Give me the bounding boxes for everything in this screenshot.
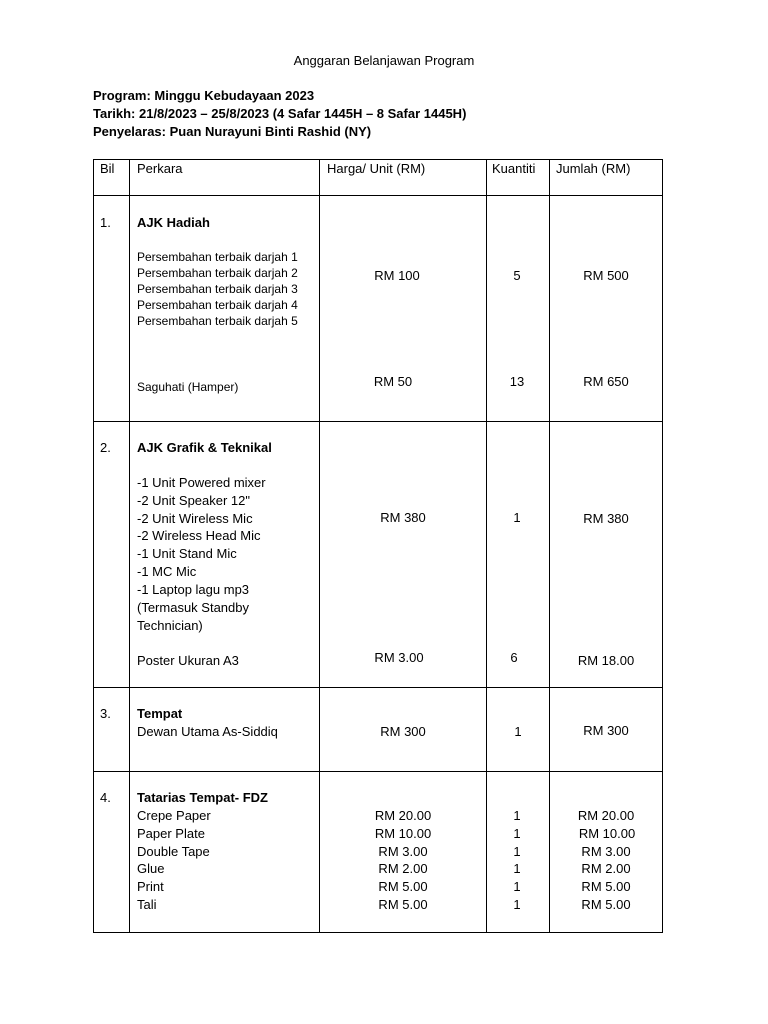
header-harga: Harga/ Unit (RM) (327, 161, 426, 176)
list-item: Persembahan terbaik darjah 2 (137, 266, 298, 280)
coordinator-line: Penyelaras: Puan Nurayuni Binti Rashid (NY) (93, 124, 372, 139)
column-divider (93, 159, 94, 933)
total: RM 380 (583, 511, 629, 526)
total: RM 300 (583, 723, 629, 738)
list-item: Technician) (137, 618, 203, 633)
total: RM 10.00 (578, 826, 636, 841)
bil-4: 4. (100, 790, 111, 805)
section-heading: AJK Hadiah (137, 215, 210, 230)
quantity: 1 (513, 510, 521, 525)
header-perkara: Perkara (137, 161, 183, 176)
list-item: (Termasuk Standby (137, 600, 249, 615)
price: RM 2.00 (378, 861, 428, 876)
list-item: Poster Ukuran A3 (137, 653, 239, 668)
row-divider (93, 687, 663, 688)
column-divider (129, 159, 130, 933)
total: RM 20.00 (577, 808, 635, 823)
total: RM 5.00 (581, 879, 631, 894)
list-item: Crepe Paper (137, 808, 211, 823)
list-item: -1 Unit Stand Mic (137, 546, 237, 561)
list-item: -1 Laptop lagu mp3 (137, 582, 250, 597)
list-item: Paper Plate (137, 826, 205, 841)
row-divider (93, 421, 663, 422)
row-divider (93, 771, 663, 772)
header-kuantiti: Kuantiti (492, 161, 536, 176)
list-item: Saguhati (Hamper) (137, 380, 239, 394)
quantity: 1 (513, 844, 521, 859)
quantity: 6 (510, 650, 518, 665)
list-item: -1 MC Mic (137, 564, 197, 579)
quantity: 1 (513, 808, 521, 823)
document-title: Anggaran Belanjawan Program (293, 53, 475, 68)
header-bil: Bil (100, 161, 115, 176)
price: RM 300 (380, 724, 426, 739)
column-divider (486, 159, 487, 933)
list-item: -2 Unit Wireless Mic (137, 511, 253, 526)
section-heading: Tempat (137, 706, 183, 721)
price: RM 3.00 (374, 650, 424, 665)
price: RM 20.00 (374, 808, 432, 823)
total: RM 2.00 (581, 861, 631, 876)
column-divider (319, 159, 320, 933)
list-item: -2 Wireless Head Mic (137, 528, 261, 543)
list-item: -2 Unit Speaker 12" (137, 493, 251, 508)
bil-3: 3. (100, 706, 111, 721)
price: RM 380 (380, 510, 426, 525)
list-item: Print (137, 879, 164, 894)
quantity: 1 (514, 724, 522, 739)
total: RM 650 (583, 374, 629, 389)
list-item: Persembahan terbaik darjah 1 (137, 250, 298, 264)
bil-2: 2. (100, 440, 111, 455)
price: RM 5.00 (378, 879, 428, 894)
total: RM 500 (583, 268, 629, 283)
quantity: 1 (513, 826, 521, 841)
price: RM 100 (374, 268, 420, 283)
total: RM 18.00 (577, 653, 635, 668)
price: RM 5.00 (378, 897, 428, 912)
bil-1: 1. (100, 215, 111, 230)
section-heading: AJK Grafik & Teknikal (137, 440, 272, 455)
quantity: 1 (513, 879, 521, 894)
quantity: 1 (513, 861, 521, 876)
table-border-bottom (93, 932, 663, 933)
column-divider (662, 159, 663, 933)
price: RM 50 (373, 374, 413, 389)
header-divider (93, 195, 663, 196)
quantity: 1 (513, 897, 521, 912)
section-heading: Tatarias Tempat- FDZ (137, 790, 268, 805)
list-item: Persembahan terbaik darjah 5 (137, 314, 298, 328)
list-item: Dewan Utama As-Siddiq (137, 724, 278, 739)
list-item: Tali (137, 897, 157, 912)
date-line: Tarikh: 21/8/2023 – 25/8/2023 (4 Safar 1445H – 8 Safar 1445H) (93, 106, 467, 121)
list-item: Persembahan terbaik darjah 4 (137, 298, 298, 312)
quantity: 5 (513, 268, 521, 283)
price: RM 10.00 (374, 826, 432, 841)
list-item: Double Tape (137, 844, 210, 859)
quantity: 13 (509, 374, 525, 389)
total: RM 3.00 (581, 844, 631, 859)
total: RM 5.00 (581, 897, 631, 912)
program-line: Program: Minggu Kebudayaan 2023 (93, 88, 315, 103)
price: RM 3.00 (378, 844, 428, 859)
header-jumlah: Jumlah (RM) (556, 161, 631, 176)
list-item: Persembahan terbaik darjah 3 (137, 282, 298, 296)
list-item: -1 Unit Powered mixer (137, 475, 266, 490)
list-item: Glue (137, 861, 165, 876)
column-divider (549, 159, 550, 933)
